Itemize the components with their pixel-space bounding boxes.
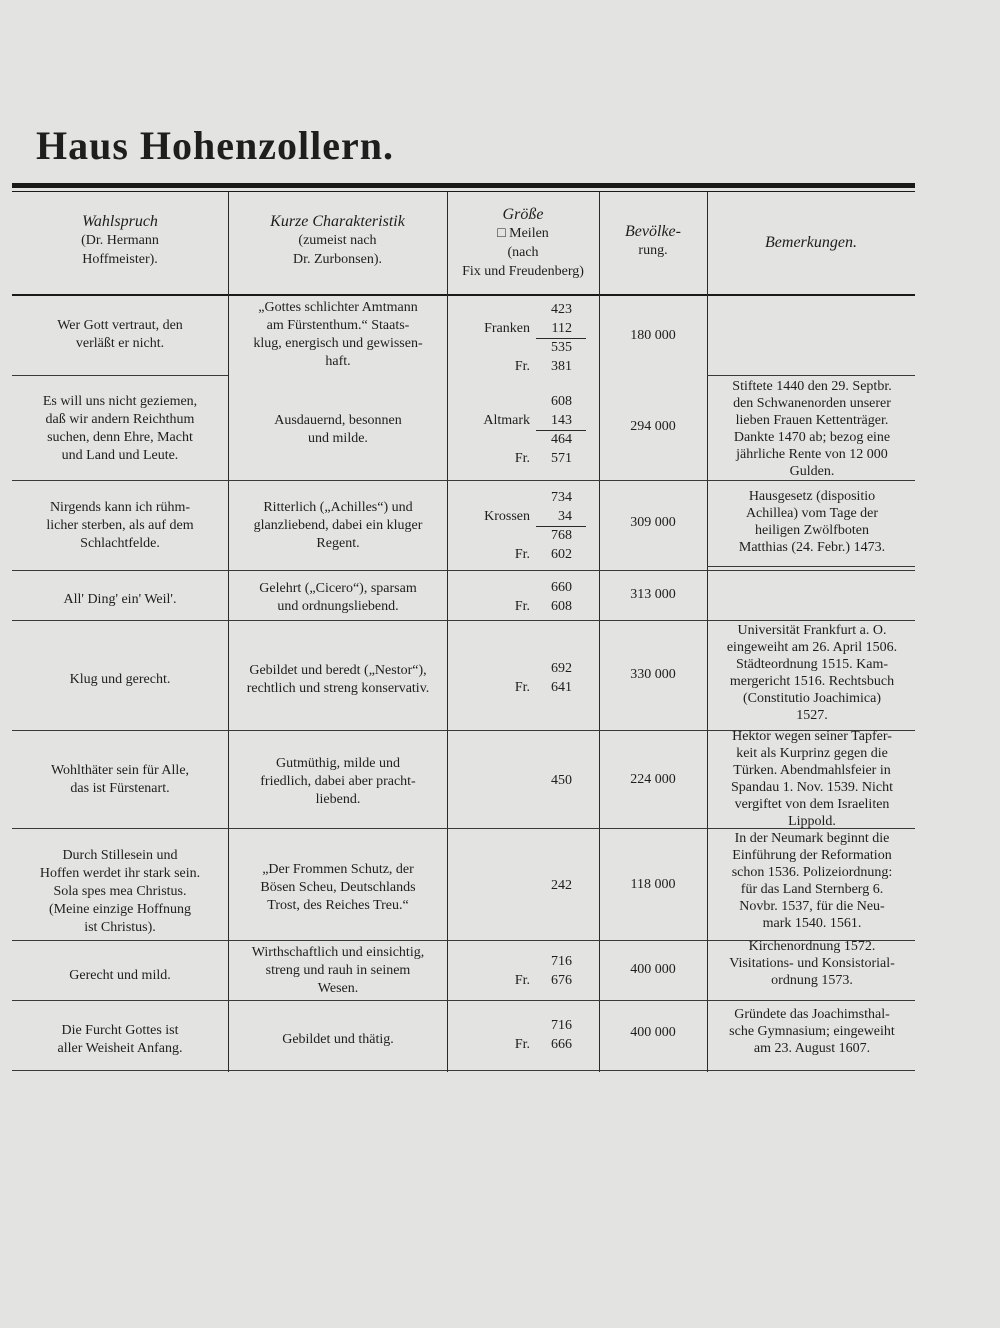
size-cell: 734 Krossen 34 768 Fr. 602 (452, 488, 597, 568)
remarks-cell: Gründete das Joachimsthal- sche Gymnasium; eingeweiht am 23. August 1607. (729, 1007, 895, 1056)
remarks-cell: In der Neumark beginnt die Einführung der Reformation schon 1536. Polizeiordnung: für das Land Sternberg 6. Novbr. 1537, für die Neu- mark 1540. 1561. (731, 831, 893, 931)
header-motto: Wahlspruch (Dr. Hermann Hoffmeister). (81, 213, 159, 267)
characteristic-cell: Gutmüthig, milde und friedlich, dabei aber pracht- liebend. (260, 756, 416, 807)
size-cell: 716 Fr. 676 (514, 954, 572, 988)
size-cell: 716 Fr. 666 (514, 1018, 572, 1052)
header-characteristic: Kurze Charakteristik (zumeist nach Dr. Zurbonsen). (270, 213, 405, 267)
page-title: Haus Hohenzollern. (36, 123, 395, 168)
header-population: Bevölke- rung. (625, 223, 681, 258)
table-row: Die Furcht Gottes ist aller Weisheit Anfang. (57, 1023, 183, 1056)
remarks-sep (707, 566, 915, 567)
size-cell: 692 Fr. 641 (514, 661, 572, 695)
row-sep (12, 570, 915, 571)
characteristic-cell: Wirthschaftlich und einsichtig, streng und rauh in seinem Wesen. (251, 945, 425, 996)
table-row: Klug und gerecht. (69, 672, 171, 687)
population-value: 400 000 (630, 962, 676, 977)
motto-text: verläßt er nicht. (75, 336, 165, 351)
remarks-cell: Hektor wegen seiner Tapfer- keit als Kurprinz gegen die Türken. Abendmahlsfeier in Spandau 1. Nov. 1539. Nicht vergiftet von dem Israeliten Lippold. (730, 729, 894, 829)
remarks-cell: Kirchenordnung 1572. Visitations- und Konsistorial- ordnung 1573. (729, 939, 895, 988)
size-cell: 242 (551, 878, 572, 893)
table-top-subrule (12, 191, 915, 192)
row-sep (12, 1000, 915, 1001)
row-sep (707, 375, 915, 376)
population-value: 224 000 (630, 772, 676, 787)
population-value: 313 000 (630, 587, 676, 602)
characteristic-cell: „Der Frommen Schutz, der Bösen Scheu, Deutschlands Trost, des Reiches Treu.“ (260, 862, 416, 913)
row-sep (12, 375, 228, 376)
motto-text: Wer Gott vertraut, den (57, 318, 183, 333)
remarks-cell: Hausgesetz (dispositio Achillea) vom Tage der heiligen Zwölfboten Matthias (24. Febr.) 1473. (738, 489, 886, 555)
table-row: Gerecht und mild. (69, 968, 171, 983)
characteristic-cell: „Gottes schlichter Amtmann am Fürstenthum.“ Staats- klug, energisch und gewissen- haft. (253, 300, 423, 369)
table-row: All' Ding' ein' Weil'. (63, 592, 177, 607)
size-cell: 423 Franken 112 535 Fr. 381 (452, 300, 597, 380)
size-cell: 450 (551, 773, 572, 788)
table-bottom-rule (12, 1070, 915, 1071)
characteristic-cell: Gebildet und beredt („Nestor“), rechtlich und streng konservativ. (246, 663, 430, 696)
characteristic-cell: Ausdauernd, besonnen und milde. (274, 413, 402, 446)
population-value: 309 000 (630, 515, 676, 530)
characteristic-cell: Ritterlich („Achilles“) und glanzliebend, dabei ein kluger Regent. (253, 500, 423, 551)
population-value: 180 000 (630, 328, 676, 343)
characteristic-cell: Gelehrt („Cicero“), sparsam und ordnungsliebend. (259, 581, 417, 614)
table-row: Wohlthäter sein für Alle, das ist Fürstenart. (50, 763, 190, 796)
size-cell: 608 Altmark 143 464 Fr. 571 (452, 392, 597, 472)
row-sep (12, 620, 915, 621)
table-row: Es will uns nicht gezіemen, daß wir andern Reichthum suchen, denn Ehre, Macht und Land und Leute. (42, 394, 198, 463)
table-row (18, 310, 222, 360)
size-cell: 660 Fr. 608 (514, 580, 572, 614)
header-size: Größe □ Meilen (nach Fix und Freudenberg) (462, 206, 584, 279)
remarks-cell: Stiftete 1440 den 29. Septbr. den Schwanenorden unserer lieben Frauen Kettenträger. Dankte 1470 ab; bezog eine jährliche Rente von 12 000 Gulden. (732, 379, 892, 479)
population-value: 330 000 (630, 667, 676, 682)
remarks-cell: Universität Frankfurt a. O. eingeweiht am 26. April 1506. Städteordnung 1515. Kam- mergericht 1516. Rechtsbuch (Constitutio Joachimica) 1527. (726, 623, 898, 723)
table-row: Nirgends kann ich rühm- licher sterben, als auf dem Schlachtfelde. (46, 500, 194, 551)
header-bottom-rule (12, 294, 915, 296)
population-value: 118 000 (630, 877, 676, 892)
population-value: 400 000 (630, 1025, 676, 1040)
characteristic-cell: Gebildet und thätig. (282, 1032, 394, 1047)
table-top-rule (12, 183, 915, 188)
header-remarks: Bemerkungen. (765, 234, 857, 251)
row-sep (12, 480, 915, 481)
table-row: Durch Stillesein und Hoffen werdet ihr stark sein. Sola spes mea Christus. (Meine einzige Hoffnung ist Christus). (39, 848, 201, 935)
population-value: 294 000 (630, 419, 676, 434)
